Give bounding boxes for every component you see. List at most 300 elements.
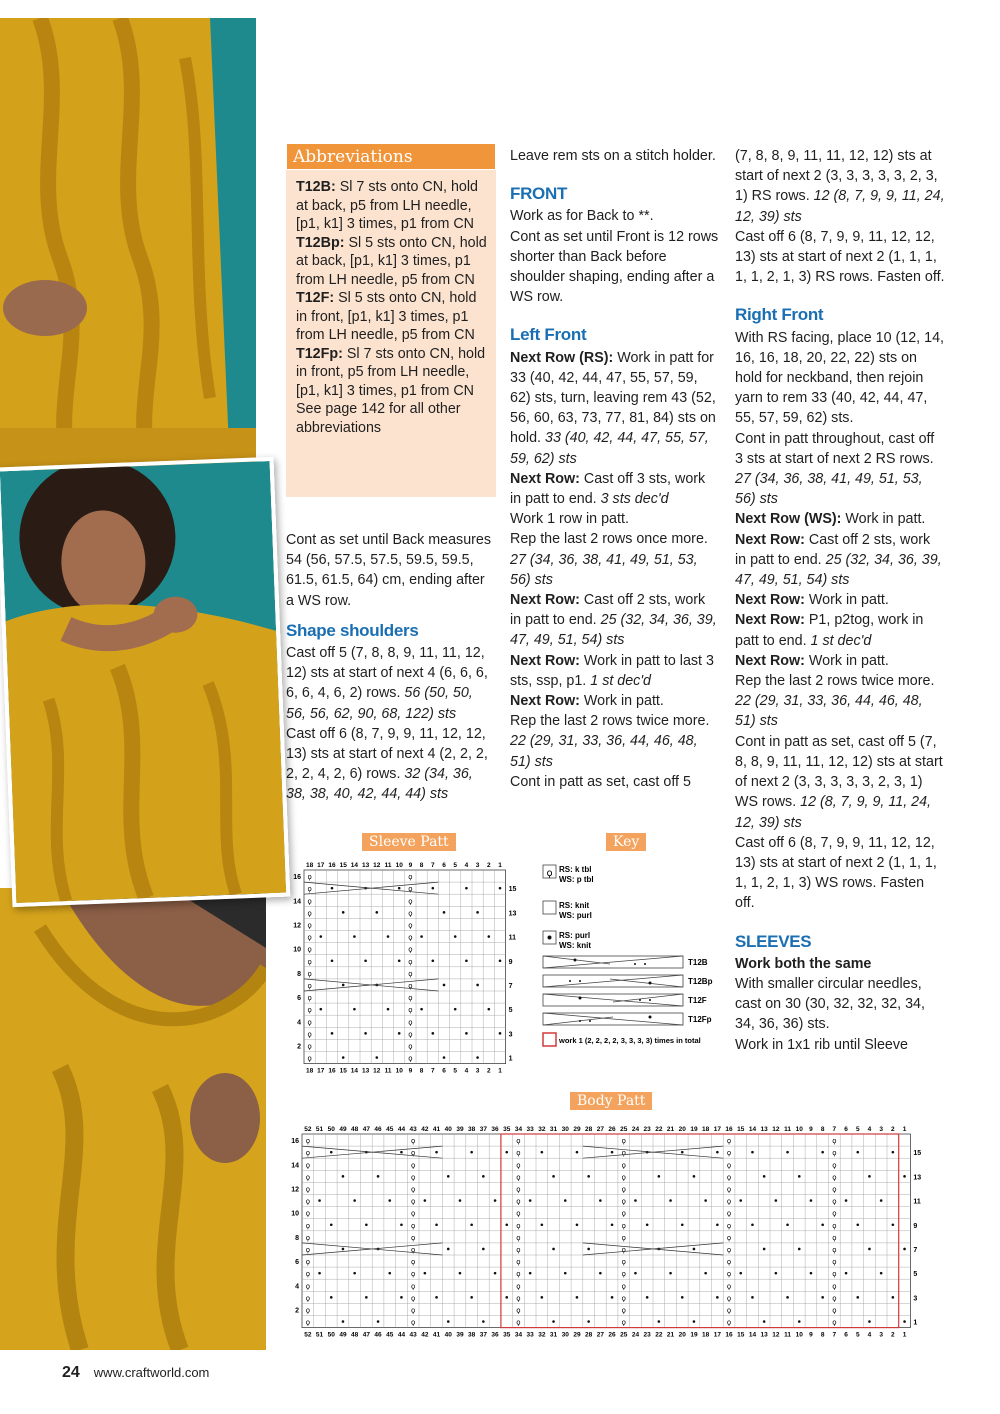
svg-text:ϙ: ϙ	[621, 1233, 626, 1242]
svg-text:ϙ: ϙ	[516, 1318, 521, 1327]
svg-text:36: 36	[491, 1331, 499, 1339]
svg-text:ϙ: ϙ	[305, 1282, 310, 1291]
column-2: Leave rem sts on a stitch holder. FRONT Work as for Back to **. Cont as set until Front is 12 rows shorter than Back before shoulder shaping, ending after a WS row. Left Front Next Row (RS): Work in patt for 33 (40, 42, 44, 47, 55, 57, 59, 62) sts, turn, leaving rem 43 (52, 56, 60, 63, 73, 77, 81, 84) sts on hold. 33 (40, 42, 44, 47, 55, 57, 59, 62) sts Next Row: Cast off 3 sts, work in patt to end. 3 sts dec'd Work 1 row in patt. Rep the last 2 rows once more. 27 (34, 36, 38, 41, 49, 51, 53, 56) sts Next Row: Cast off 2 sts, work in patt to end. 25 (32, 34, 36, 39, 47, 49, 51, 54) sts Next Row: Work in patt to last 3 sts, ssp, p1. 1 st dec'd Next Row: Work in patt. Rep the last 2 rows twice more. 22 (29, 31, 33, 36, 44, 46, 48, 51) sts Cont in patt as set, cast off 5	[510, 148, 719, 790]
svg-text:ϙ: ϙ	[726, 1221, 732, 1230]
svg-text:5: 5	[855, 1331, 860, 1339]
svg-text:ϙ: ϙ	[408, 885, 413, 894]
svg-text:25: 25	[620, 1331, 628, 1339]
svg-text:50: 50	[327, 1126, 335, 1133]
svg-text:ϙ: ϙ	[621, 1149, 626, 1158]
svg-text:14: 14	[350, 1067, 359, 1075]
svg-text:ϙ: ϙ	[621, 1137, 626, 1146]
svg-text:ϙ: ϙ	[305, 1258, 310, 1267]
svg-text:43: 43	[409, 1331, 417, 1339]
svg-text:40: 40	[444, 1331, 452, 1339]
svg-text:ϙ: ϙ	[307, 933, 312, 942]
svg-text:ϙ: ϙ	[305, 1294, 310, 1303]
sleeves-heading: SLEEVES	[735, 931, 812, 951]
svg-text:ϙ: ϙ	[307, 969, 312, 978]
svg-text:6: 6	[844, 1126, 848, 1133]
svg-text:9: 9	[408, 862, 413, 869]
abbrev-t12fp: T12Fp: Sl 7 sts onto CN, hold in front, p5 from LH needle, [p1, k1] 3 times, p1 from CN	[296, 345, 486, 399]
svg-text:42: 42	[421, 1331, 429, 1339]
svg-text:15: 15	[508, 886, 517, 894]
svg-text:16: 16	[725, 1126, 733, 1133]
svg-text:30: 30	[561, 1126, 569, 1133]
chart-key	[540, 860, 725, 1050]
svg-text:13: 13	[760, 1126, 768, 1133]
svg-text:ϙ: ϙ	[726, 1149, 732, 1158]
svg-text:31: 31	[549, 1331, 558, 1339]
abbrev-t12bp: T12Bp: Sl 5 sts onto CN, hold at back, [p1, k1] 3 times, p1 from LH needle, p5 from CN	[296, 234, 487, 288]
svg-text:ϙ: ϙ	[411, 1173, 416, 1182]
key-t12bp: T12Bp	[688, 977, 713, 986]
sleeve-chart	[288, 858, 534, 1080]
abbreviations-box	[286, 143, 496, 497]
svg-text:ϙ: ϙ	[832, 1258, 837, 1267]
svg-text:ϙ: ϙ	[408, 921, 413, 930]
svg-text:39: 39	[456, 1331, 464, 1339]
svg-text:37: 37	[479, 1126, 487, 1133]
svg-text:3: 3	[475, 862, 480, 869]
svg-text:29: 29	[573, 1331, 581, 1339]
svg-text:ϙ: ϙ	[516, 1233, 521, 1242]
svg-text:ϙ: ϙ	[305, 1173, 310, 1182]
svg-text:5: 5	[453, 862, 458, 869]
svg-text:51: 51	[315, 1331, 324, 1339]
abbrev-t12f: T12F: Sl 5 sts onto CN, hold in front, [p1, k1] 3 times, p1 from LH needle, p5 from CN	[296, 290, 477, 343]
svg-text:18: 18	[702, 1331, 710, 1339]
svg-text:48: 48	[351, 1331, 359, 1339]
svg-text:ϙ: ϙ	[516, 1173, 521, 1182]
svg-text:ϙ: ϙ	[546, 868, 553, 879]
svg-text:ϙ: ϙ	[621, 1161, 626, 1170]
svg-text:45: 45	[386, 1331, 394, 1339]
svg-text:ϙ: ϙ	[307, 1042, 312, 1051]
svg-text:ϙ: ϙ	[408, 897, 413, 906]
key-purl-ws: WS: knit	[559, 941, 591, 950]
abbreviations-heading: Abbreviations	[286, 143, 496, 170]
svg-text:ϙ: ϙ	[516, 1245, 521, 1254]
svg-text:16: 16	[725, 1331, 733, 1339]
svg-text:10: 10	[293, 946, 301, 954]
svg-text:19: 19	[690, 1126, 698, 1133]
svg-text:10: 10	[795, 1331, 803, 1339]
svg-text:ϙ: ϙ	[516, 1258, 521, 1267]
svg-text:4: 4	[464, 862, 469, 869]
svg-text:ϙ: ϙ	[305, 1137, 310, 1146]
svg-text:19: 19	[690, 1331, 698, 1339]
svg-text:14: 14	[291, 1162, 299, 1170]
svg-text:ϙ: ϙ	[832, 1221, 837, 1230]
svg-text:11: 11	[784, 1126, 791, 1133]
svg-text:ϙ: ϙ	[305, 1233, 310, 1242]
svg-text:3: 3	[475, 1067, 480, 1075]
svg-text:ϙ: ϙ	[832, 1245, 837, 1254]
svg-text:7: 7	[430, 1067, 435, 1075]
svg-text:1: 1	[508, 1055, 513, 1063]
svg-text:ϙ: ϙ	[832, 1185, 837, 1194]
svg-text:9: 9	[809, 1331, 813, 1339]
svg-text:ϙ: ϙ	[516, 1197, 521, 1206]
svg-text:9: 9	[809, 1126, 813, 1133]
svg-text:ϙ: ϙ	[305, 1245, 310, 1254]
svg-text:17: 17	[317, 1067, 325, 1075]
sweater-photo-top	[0, 18, 256, 470]
svg-text:24: 24	[631, 1126, 640, 1133]
svg-text:ϙ: ϙ	[411, 1197, 416, 1206]
svg-text:2: 2	[486, 862, 491, 869]
svg-text:ϙ: ϙ	[832, 1209, 837, 1218]
svg-text:ϙ: ϙ	[408, 957, 413, 966]
svg-text:ϙ: ϙ	[516, 1209, 521, 1218]
svg-text:ϙ: ϙ	[305, 1161, 310, 1170]
svg-text:44: 44	[397, 1126, 406, 1133]
svg-text:16: 16	[293, 874, 301, 882]
svg-text:15: 15	[737, 1331, 745, 1339]
svg-text:4: 4	[464, 1067, 469, 1075]
svg-text:ϙ: ϙ	[621, 1209, 626, 1218]
svg-text:ϙ: ϙ	[305, 1185, 310, 1194]
svg-text:ϙ: ϙ	[408, 1030, 413, 1039]
shape-shoulders-heading: Shape shoulders	[286, 620, 419, 640]
svg-text:ϙ: ϙ	[307, 957, 312, 966]
svg-text:37: 37	[479, 1331, 487, 1339]
svg-text:1: 1	[902, 1126, 907, 1133]
svg-text:17: 17	[317, 862, 325, 869]
svg-text:21: 21	[666, 1331, 675, 1339]
svg-text:10: 10	[395, 862, 403, 869]
svg-text:ϙ: ϙ	[832, 1197, 837, 1206]
svg-text:6: 6	[297, 995, 301, 1003]
svg-text:5: 5	[508, 1007, 513, 1015]
svg-text:4: 4	[297, 1019, 301, 1027]
svg-text:ϙ: ϙ	[408, 945, 413, 954]
svg-text:33: 33	[526, 1126, 534, 1133]
svg-text:14: 14	[748, 1331, 757, 1339]
svg-text:8: 8	[820, 1126, 825, 1133]
svg-text:3: 3	[879, 1331, 883, 1339]
svg-text:ϙ: ϙ	[411, 1258, 416, 1267]
key-purl-rs: RS: purl	[559, 931, 591, 940]
svg-text:ϙ: ϙ	[832, 1173, 837, 1182]
svg-text:1: 1	[498, 862, 502, 869]
footer-url: www.craftworld.com	[93, 1365, 210, 1380]
svg-text:40: 40	[444, 1126, 452, 1133]
svg-text:13: 13	[913, 1174, 922, 1182]
svg-text:27: 27	[596, 1126, 604, 1133]
svg-text:ϙ: ϙ	[726, 1306, 732, 1315]
svg-text:ϙ: ϙ	[408, 933, 413, 942]
svg-text:ϙ: ϙ	[411, 1185, 416, 1194]
svg-text:4: 4	[867, 1126, 872, 1133]
svg-text:ϙ: ϙ	[516, 1221, 521, 1230]
svg-text:ϙ: ϙ	[307, 921, 312, 930]
svg-text:ϙ: ϙ	[305, 1318, 310, 1327]
svg-text:1: 1	[498, 1067, 502, 1075]
svg-text:2: 2	[486, 1067, 491, 1075]
svg-text:ϙ: ϙ	[621, 1197, 626, 1206]
svg-text:ϙ: ϙ	[307, 1006, 312, 1015]
svg-text:ϙ: ϙ	[621, 1294, 626, 1303]
svg-text:33: 33	[526, 1331, 534, 1339]
key-t12b: T12B	[688, 958, 708, 967]
svg-text:ϙ: ϙ	[307, 981, 312, 990]
svg-text:ϙ: ϙ	[516, 1294, 521, 1303]
svg-text:3: 3	[508, 1031, 513, 1039]
svg-text:24: 24	[631, 1331, 640, 1339]
svg-text:ϙ: ϙ	[726, 1161, 732, 1170]
abbrev-note: See page 142 for all other abbreviations	[296, 401, 461, 436]
svg-text:15: 15	[339, 1067, 347, 1075]
svg-text:1: 1	[913, 1319, 918, 1327]
svg-text:47: 47	[362, 1126, 370, 1133]
svg-text:12: 12	[772, 1331, 780, 1339]
svg-text:6: 6	[442, 862, 446, 869]
svg-text:ϙ: ϙ	[726, 1209, 732, 1218]
svg-text:41: 41	[432, 1331, 441, 1339]
svg-text:ϙ: ϙ	[408, 1042, 413, 1051]
svg-text:10: 10	[795, 1126, 803, 1133]
svg-text:3: 3	[913, 1295, 918, 1303]
svg-text:13: 13	[361, 862, 370, 869]
page-number: 24	[62, 1364, 80, 1381]
svg-text:26: 26	[608, 1331, 616, 1339]
svg-text:ϙ: ϙ	[411, 1282, 416, 1291]
svg-text:ϙ: ϙ	[726, 1233, 732, 1242]
svg-text:ϙ: ϙ	[411, 1270, 416, 1279]
svg-text:52: 52	[304, 1331, 312, 1339]
svg-text:13: 13	[508, 910, 517, 918]
svg-text:15: 15	[913, 1150, 922, 1158]
svg-text:ϙ: ϙ	[621, 1245, 626, 1254]
sweater-neckline-photo	[0, 888, 266, 1350]
svg-text:16: 16	[291, 1138, 299, 1146]
svg-text:20: 20	[678, 1331, 686, 1339]
svg-text:ϙ: ϙ	[621, 1185, 626, 1194]
svg-text:ϙ: ϙ	[832, 1270, 837, 1279]
svg-text:ϙ: ϙ	[307, 909, 312, 918]
svg-text:5: 5	[913, 1271, 918, 1279]
svg-text:11: 11	[784, 1331, 791, 1339]
svg-text:18: 18	[305, 862, 314, 869]
svg-text:10: 10	[395, 1067, 403, 1075]
svg-text:23: 23	[643, 1126, 651, 1133]
svg-text:34: 34	[514, 1126, 523, 1133]
svg-text:ϙ: ϙ	[726, 1318, 732, 1327]
svg-text:52: 52	[304, 1126, 312, 1133]
svg-text:ϙ: ϙ	[516, 1306, 521, 1315]
svg-text:ϙ: ϙ	[411, 1318, 416, 1327]
key-knit-rs: RS: knit	[559, 901, 590, 910]
svg-text:12: 12	[373, 862, 381, 869]
svg-text:30: 30	[561, 1331, 569, 1339]
left-front-heading: Left Front	[510, 325, 587, 345]
svg-text:ϙ: ϙ	[832, 1294, 837, 1303]
svg-text:35: 35	[503, 1331, 511, 1339]
svg-text:44: 44	[397, 1331, 406, 1339]
svg-text:2: 2	[297, 1043, 301, 1051]
svg-text:11: 11	[913, 1198, 921, 1206]
svg-text:36: 36	[491, 1126, 499, 1133]
svg-text:12: 12	[373, 1067, 381, 1075]
svg-text:ϙ: ϙ	[307, 994, 312, 1003]
svg-text:10: 10	[291, 1210, 299, 1218]
svg-text:4: 4	[295, 1283, 299, 1291]
key-knit-ws: WS: purl	[559, 911, 592, 920]
svg-text:ϙ: ϙ	[832, 1282, 837, 1291]
svg-text:ϙ: ϙ	[726, 1282, 732, 1291]
page-footer	[62, 1364, 209, 1382]
svg-text:49: 49	[339, 1126, 347, 1133]
svg-text:ϙ: ϙ	[411, 1306, 416, 1315]
svg-text:ϙ: ϙ	[516, 1149, 521, 1158]
svg-text:ϙ: ϙ	[621, 1221, 626, 1230]
svg-text:9: 9	[913, 1222, 918, 1230]
svg-text:ϙ: ϙ	[621, 1282, 626, 1291]
svg-text:21: 21	[666, 1126, 675, 1133]
key-ktbl-rs: RS: k tbl	[559, 865, 592, 874]
svg-text:2: 2	[891, 1331, 895, 1339]
svg-text:ϙ: ϙ	[516, 1282, 521, 1291]
svg-text:2: 2	[891, 1126, 895, 1133]
svg-text:18: 18	[702, 1126, 710, 1133]
svg-text:13: 13	[361, 1067, 370, 1075]
svg-text:28: 28	[585, 1126, 593, 1133]
svg-text:31: 31	[549, 1126, 558, 1133]
svg-text:ϙ: ϙ	[408, 969, 413, 978]
sleeve-patt-label: Sleeve Patt	[362, 833, 456, 851]
svg-text:ϙ: ϙ	[832, 1137, 837, 1146]
svg-text:ϙ: ϙ	[305, 1209, 310, 1218]
svg-text:ϙ: ϙ	[832, 1306, 837, 1315]
svg-text:11: 11	[508, 934, 517, 942]
svg-text:32: 32	[538, 1126, 546, 1133]
svg-text:17: 17	[713, 1331, 721, 1339]
svg-text:ϙ: ϙ	[832, 1161, 837, 1170]
svg-text:ϙ: ϙ	[516, 1185, 521, 1194]
svg-text:28: 28	[585, 1331, 593, 1339]
svg-text:34: 34	[514, 1331, 523, 1339]
svg-text:ϙ: ϙ	[832, 1149, 837, 1158]
svg-text:ϙ: ϙ	[726, 1137, 732, 1146]
svg-text:11: 11	[384, 1067, 392, 1075]
svg-text:ϙ: ϙ	[832, 1233, 837, 1242]
svg-text:ϙ: ϙ	[307, 873, 312, 882]
svg-text:8: 8	[295, 1234, 299, 1242]
svg-text:27: 27	[596, 1331, 604, 1339]
svg-text:5: 5	[855, 1126, 860, 1133]
svg-text:ϙ: ϙ	[307, 885, 312, 894]
svg-text:4: 4	[867, 1331, 872, 1339]
svg-text:ϙ: ϙ	[621, 1173, 626, 1182]
svg-text:23: 23	[643, 1331, 651, 1339]
svg-text:ϙ: ϙ	[305, 1306, 310, 1315]
svg-text:38: 38	[468, 1331, 476, 1339]
svg-text:8: 8	[419, 862, 424, 869]
svg-text:ϙ: ϙ	[411, 1221, 416, 1230]
svg-text:ϙ: ϙ	[305, 1221, 310, 1230]
svg-text:6: 6	[295, 1259, 299, 1267]
svg-text:1: 1	[902, 1331, 907, 1339]
svg-text:47: 47	[362, 1331, 370, 1339]
key-t12f: T12F	[688, 996, 707, 1005]
svg-text:ϙ: ϙ	[726, 1258, 732, 1267]
svg-text:ϙ: ϙ	[307, 897, 312, 906]
svg-text:11: 11	[384, 862, 392, 869]
svg-text:46: 46	[374, 1126, 382, 1133]
svg-text:8: 8	[820, 1331, 825, 1339]
svg-text:ϙ: ϙ	[307, 1018, 312, 1027]
svg-text:ϙ: ϙ	[408, 1006, 413, 1015]
svg-text:ϙ: ϙ	[411, 1245, 416, 1254]
svg-text:43: 43	[409, 1126, 417, 1133]
key-repeat-note: work 1 (2, 2, 2, 2, 3, 3, 3, 3) times in total	[559, 1036, 701, 1045]
svg-text:ϙ: ϙ	[621, 1306, 626, 1315]
svg-text:ϙ: ϙ	[307, 1030, 312, 1039]
svg-text:ϙ: ϙ	[411, 1149, 416, 1158]
svg-text:20: 20	[678, 1126, 686, 1133]
svg-text:14: 14	[350, 862, 359, 869]
svg-text:ϙ: ϙ	[411, 1233, 416, 1242]
svg-text:12: 12	[772, 1126, 780, 1133]
svg-text:2: 2	[295, 1307, 299, 1315]
svg-text:9: 9	[408, 1067, 413, 1075]
svg-text:ϙ: ϙ	[408, 873, 413, 882]
right-front-heading: Right Front	[735, 305, 824, 325]
svg-text:ϙ: ϙ	[726, 1294, 732, 1303]
svg-text:ϙ: ϙ	[621, 1318, 626, 1327]
svg-text:15: 15	[339, 862, 347, 869]
svg-text:6: 6	[442, 1067, 446, 1075]
svg-text:25: 25	[620, 1126, 628, 1133]
svg-text:15: 15	[737, 1126, 745, 1133]
svg-text:ϙ: ϙ	[726, 1245, 732, 1254]
svg-text:5: 5	[453, 1067, 458, 1075]
svg-text:48: 48	[351, 1126, 359, 1133]
svg-text:50: 50	[327, 1331, 335, 1339]
svg-text:14: 14	[748, 1126, 757, 1133]
svg-text:ϙ: ϙ	[726, 1185, 732, 1194]
column-1: Cont as set until Back measures 54 (56, 57.5, 57.5, 59.5, 59.5, 61.5, 61.5, 64) cm, ending after a WS row. Shape shoulders Cast off 5 (7, 8, 8, 9, 11, 11, 12, 12) sts at start of next 4 (6, 6, 6, 6, 6, 4, 6, 2) rows. 56 (50, 50, 56, 56, 62, 90, 68, 122) sts Cast off 6 (8, 7, 9, 9, 11, 12, 12, 13) sts at start of next 4 (2, 2, 2, 2, 2, 4, 2, 6) rows. 32 (34, 36, 38, 38, 40, 42, 44, 44) sts	[286, 530, 496, 805]
svg-text:7: 7	[913, 1246, 918, 1254]
svg-text:7: 7	[430, 862, 435, 869]
svg-text:18: 18	[305, 1067, 314, 1075]
svg-text:35: 35	[503, 1126, 511, 1133]
body-chart	[286, 1120, 946, 1342]
svg-text:8: 8	[419, 1067, 424, 1075]
svg-text:26: 26	[608, 1126, 616, 1133]
svg-text:3: 3	[879, 1126, 883, 1133]
svg-text:42: 42	[421, 1126, 429, 1133]
svg-text:16: 16	[328, 1067, 336, 1075]
svg-text:ϙ: ϙ	[726, 1197, 732, 1206]
svg-text:ϙ: ϙ	[408, 994, 413, 1003]
svg-text:ϙ: ϙ	[516, 1137, 521, 1146]
model-wearing-sweater-photo	[0, 457, 290, 907]
svg-text:ϙ: ϙ	[621, 1270, 626, 1279]
svg-text:16: 16	[328, 862, 336, 869]
svg-text:14: 14	[293, 898, 301, 906]
svg-text:ϙ: ϙ	[832, 1318, 837, 1327]
svg-text:ϙ: ϙ	[411, 1161, 416, 1170]
svg-text:7: 7	[832, 1126, 837, 1133]
abbrev-t12b: T12B: Sl 7 sts onto CN, hold at back, p5 from LH needle, [p1, k1] 3 times, p1 from CN	[296, 179, 478, 232]
svg-text:ϙ: ϙ	[411, 1137, 416, 1146]
svg-text:ϙ: ϙ	[516, 1270, 521, 1279]
svg-text:ϙ: ϙ	[305, 1197, 310, 1206]
column-3: (7, 8, 8, 9, 11, 11, 12, 12) sts at start of next 2 (3, 3, 3, 3, 3, 2, 3, 1) RS rows. 12 (8, 7, 9, 9, 11, 24, 12, 39) sts Cast off 6 (8, 7, 9, 9, 11, 12, 12, 13) sts at start of next 2 (1, 1, 1, 1, 1, 2, 1, 3) RS rows. Fasten off. Right Front With RS facing, place 10 (12, 14, 16, 16, 18, 20, 22, 22) sts on hold for neckband, then rejoin yarn to rem 33 (40, 42, 44, 47, 55, 57, 59, 62) sts. Cont in patt throughout, cast off 3 sts at start of next 2 RS rows. 27 (34, 36, 38, 41, 49, 51, 53, 56) sts Next Row (WS): Work in patt. Next Row: Cast off 2 sts, work in patt to end. 25 (32, 34, 36, 39, 47, 49, 51, 54) sts Next Row: Work in patt. Next Row: P1, p2tog, work in patt to end. 1 st dec'd Next Row: Work in patt. Rep the last 2 rows twice more. 22 (29, 31, 33, 36, 44, 46, 48, 51) sts Cont in patt as set, cast off 5 (7, 8, 8, 9, 11, 11, 12, 12) sts at start of next 2 (3, 3, 3, 3, 3, 2, 3, 1) WS rows. 12 (8, 7, 9, 9, 11, 24, 12, 39) sts Cast off 6 (8, 7, 9, 9, 11, 12, 12, 13) sts at start of next 2 (1, 1, 1, 1, 1, 2, 1, 3) WS rows. Fasten off. SLEEVES Work both the same With smaller circular needles, cast on 30 (30, 32, 32, 32, 34, 34, 36, 36) sts. Work in 1x1 rib until Sleeve	[735, 148, 945, 1053]
